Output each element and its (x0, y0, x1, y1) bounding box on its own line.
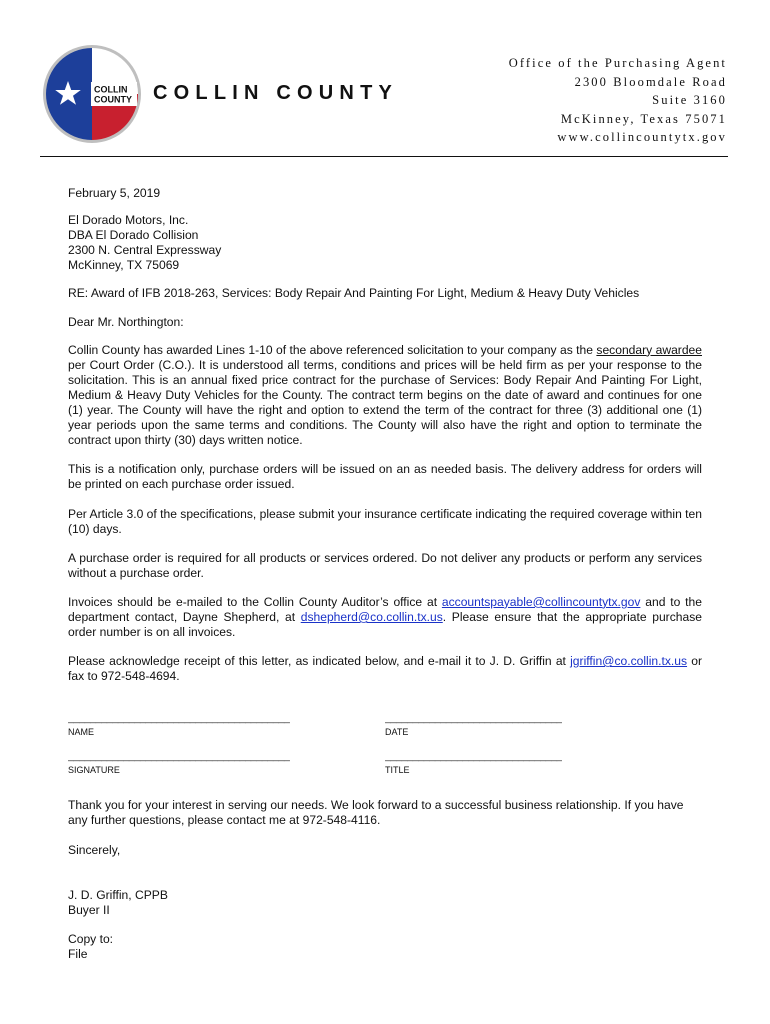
county-seal-icon (42, 44, 142, 144)
purchase-order-paragraph: A purchase order is required for all products or services ordered. Do not deliver any products or perform any services without a purchase order. (68, 550, 702, 580)
subject-line: RE: Award of IFB 2018-263, Services: Body Repair And Painting For Light, Medium & Heavy Duty Vehicles (68, 286, 640, 301)
acknowledge-paragraph (68, 654, 702, 684)
recipient-address (68, 213, 702, 273)
office-address (509, 54, 727, 147)
letter-body (68, 186, 702, 962)
signature-field[interactable] (68, 752, 290, 778)
signature-label: SIGNATURE (68, 765, 120, 776)
office-line: 2300 Bloomdale Road (574, 74, 727, 89)
signer-name: J. D. Griffin, CPPB (68, 887, 168, 902)
salutation: Dear Mr. Northington: (68, 314, 184, 329)
copy-to-file: File (68, 946, 88, 961)
notification-paragraph: This is a notification only, purchase orders will be issued on an as needed basis. The delivery address for orders will be printed on each purchase order issued. (68, 462, 702, 492)
title-field[interactable] (385, 752, 562, 778)
office-line: Office of the Purchasing Agent (508, 56, 727, 70)
recipient-line: El Dorado Motors, Inc. (68, 213, 189, 228)
office-line: Suite 3160 (652, 93, 727, 108)
copy-to-block (68, 932, 702, 962)
closing-paragraph: Thank you for your interest in serving our needs. We look forward to a successful business relationship. If you have any further questions, please contact me at 972-548-4116. (68, 798, 684, 828)
office-website-link[interactable]: www.collincountytx.gov (557, 130, 727, 145)
signature-row-1 (68, 714, 702, 752)
logo-text-line2: COUNTY (94, 94, 132, 105)
name-label: NAME (68, 727, 95, 738)
recipient-line: 2300 N. Central Expressway (68, 243, 222, 258)
accounts-payable-email-link[interactable]: accountspayable@collincountytx.gov (441, 594, 641, 609)
award-text-cont: per Court Order (C.O.). It is understood all terms, conditions and prices will be held firm as per your response to the solicitation. This is an annual fixed price contract for the purchase of Services: Body Repair And Painting For Light, Medium & Heavy Duty Vehicles for the County. The contract term begins on the date of award and continues for one (1) year. The County will have the right and option to extend the term of the contract for three (3) additional one (1) year periods upon the same terms and conditions. The County will also have the right and option to terminate the contract upon thirty (30) days written notice. (68, 357, 702, 448)
award-text: Collin County has awarded Lines 1-10 of the above referenced solicitation to your company as the (68, 342, 597, 357)
signature-row-2 (68, 752, 702, 790)
invoices-text: Invoices should be e-mailed to the Collin County Auditor’s office at (68, 594, 442, 609)
recipient-line: McKinney, TX 75069 (68, 258, 180, 273)
copy-to-label: Copy to: (68, 931, 114, 946)
jgriffin-email-link[interactable]: jgriffin@co.collin.tx.us (570, 654, 688, 669)
insurance-paragraph: Per Article 3.0 of the specifications, please submit your insurance certificate indicating the required coverage within ten (10) days. (68, 506, 702, 536)
date-line: ________________________________ (385, 714, 563, 725)
dshepherd-email-link[interactable]: dshepherd@co.collin.tx.us (300, 609, 443, 624)
name-field[interactable] (68, 714, 290, 740)
logo-text-line1: COLLIN (94, 84, 128, 95)
invoices-paragraph (68, 595, 702, 640)
header-divider (40, 156, 728, 157)
title-label: TITLE (385, 765, 410, 776)
award-paragraph (68, 343, 702, 449)
date-field[interactable] (385, 714, 562, 740)
invoices-text-cont: and to the department contact, Dayne Shepherd, at (68, 594, 702, 624)
recipient-line: DBA El Dorado Collision (68, 228, 199, 243)
sincerely: Sincerely, (68, 842, 121, 857)
date-label: DATE (385, 727, 409, 738)
county-name: COLLIN COUNTY (153, 82, 399, 104)
office-line: McKinney, Texas 75071 (560, 111, 727, 126)
acknowledge-text: Please acknowledge receipt of this letter, as indicated below, and e-mail it to J. D. Griffin at (68, 654, 571, 669)
invoices-text-end: . Please ensure that the appropriate purchase order number is on all invoices. (68, 609, 702, 640)
name-line: ________________________________________ (68, 714, 290, 725)
letter-date: February 5, 2019 (68, 186, 161, 200)
title-line: ________________________________ (385, 752, 563, 763)
signer-block (68, 888, 702, 918)
secondary-awardee-text: secondary awardee (596, 342, 702, 357)
signature-line: ________________________________________ (68, 752, 290, 763)
county-logo (42, 44, 142, 144)
acknowledge-text-end: or fax to 972-548-4694. (68, 654, 703, 684)
signer-title: Buyer II (68, 902, 110, 917)
